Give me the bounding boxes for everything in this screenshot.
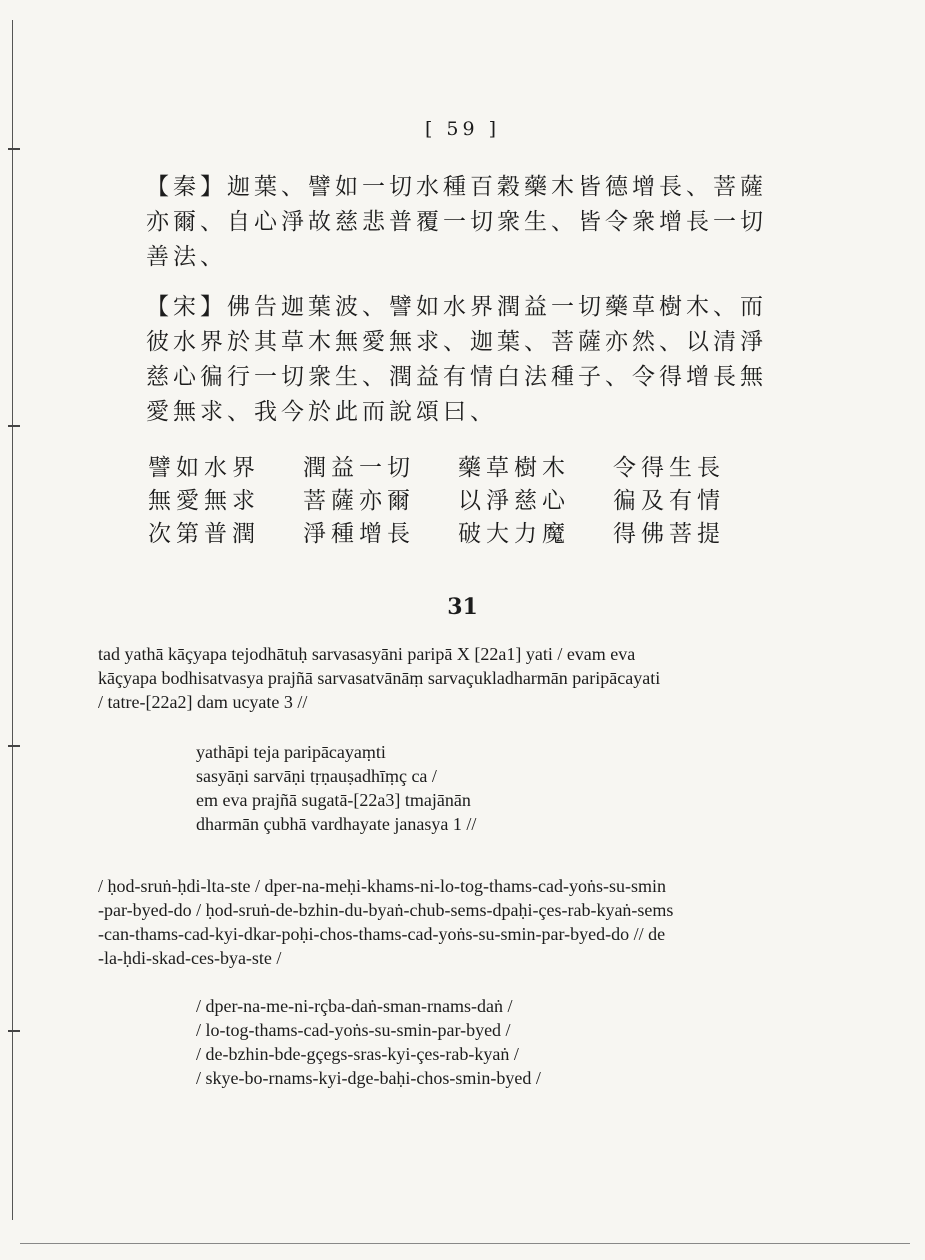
chinese-verse bbox=[148, 452, 768, 551]
verse-row bbox=[148, 518, 768, 551]
verse-row bbox=[148, 452, 768, 485]
sanskrit-verse bbox=[196, 740, 476, 836]
margin-tick bbox=[8, 148, 20, 150]
tibetan-verse-line: / lo-tog-thams-cad-yoṅs-su-smin-par-byed / bbox=[196, 1020, 511, 1040]
tibetan-verse-line: / de-bzhin-bde-gçegs-sras-kyi-çes-rab-kyaṅ / bbox=[196, 1044, 519, 1064]
verse-line: 潤益一切 bbox=[303, 455, 415, 481]
verse-line: 次第普潤 bbox=[148, 521, 260, 547]
sanskrit-verse-line: dharmān çubhā vardhayate janasya 1 // bbox=[196, 814, 477, 834]
verse-line: 無愛無求 bbox=[148, 488, 260, 514]
sanskrit-prose-line: kāçyapa bodhisatvasya prajñā sarvasatvānāṃ sarvaçukladharmān paripācayati bbox=[98, 668, 661, 688]
tibetan-prose-line: / ḥod-sruṅ-ḥdi-lta-ste / dper-na-meḥi-khams-ni-lo-tog-thams-cad-yoṅs-su-smin bbox=[98, 876, 666, 896]
bottom-edge-rule bbox=[20, 1243, 910, 1244]
verse-row bbox=[148, 485, 768, 518]
tibetan-prose bbox=[98, 874, 768, 970]
verse-line: 淨種增長 bbox=[303, 521, 415, 547]
verse-line: 藥草樹木 bbox=[458, 455, 570, 481]
binding-edge-line bbox=[12, 20, 13, 1220]
tibetan-prose-line: -par-byed-do / ḥod-sruṅ-de-bzhin-du-byaṅ-chub-sems-dpaḥi-çes-rab-kyaṅ-sems bbox=[98, 900, 674, 920]
tibetan-verse bbox=[196, 994, 541, 1090]
qin-paragraph-block bbox=[110, 170, 770, 275]
verse-line: 菩薩亦爾 bbox=[303, 488, 415, 514]
tibetan-verse-line: / skye-bo-rnams-kyi-dge-baḥi-chos-smin-byed / bbox=[196, 1068, 541, 1088]
tibetan-prose-line: -la-ḥdi-skad-ces-bya-ste / bbox=[98, 948, 282, 968]
page-number: [ 59 ] bbox=[424, 118, 501, 140]
sanskrit-prose bbox=[98, 642, 768, 714]
sanskrit-verse-line: em eva prajñā sugatā-[22a3] tmajānān bbox=[196, 790, 471, 810]
song-paragraph: 【宋】佛告迦葉波、譬如水界潤益一切藥草樹木、而彼水界於其草木無愛無求、迦葉、菩薩亦然、以清淨慈心徧行一切衆生、潤益有情白法種子、令得增長無愛無求、我今於此而說頌曰、 bbox=[146, 294, 767, 425]
verse-line: 得佛菩提 bbox=[613, 521, 725, 547]
sanskrit-prose-line: tad yathā kāçyapa tejodhātuḥ sarvasasyāni paripā X [22a1] yati / evam eva bbox=[98, 644, 636, 664]
qin-paragraph: 【秦】迦葉、譬如一切水種百穀藥木皆德增長、菩薩亦爾、自心淨故慈悲普覆一切衆生、皆令衆增長一切善法、 bbox=[146, 174, 767, 270]
sanskrit-verse-line: yathāpi teja paripācayaṃti bbox=[196, 742, 386, 762]
song-paragraph-block bbox=[110, 290, 770, 430]
verse-line: 以淨慈心 bbox=[458, 488, 570, 514]
tibetan-prose-line: -can-thams-cad-kyi-dkar-poḥi-chos-thams-cad-yoṅs-su-smin-par-byed-do // de bbox=[98, 924, 666, 944]
tibetan-verse-line: / dper-na-me-ni-rçba-daṅ-sman-rnams-daṅ / bbox=[196, 996, 513, 1016]
verse-line: 破大力魔 bbox=[458, 521, 570, 547]
margin-tick bbox=[8, 425, 20, 427]
section-number: 31 bbox=[447, 594, 478, 620]
verse-line: 譬如水界 bbox=[148, 455, 260, 481]
sanskrit-prose-line: / tatre-[22a2] dam ucyate 3 // bbox=[98, 692, 308, 712]
verse-line: 徧及有情 bbox=[613, 488, 725, 514]
verse-line: 令得生長 bbox=[613, 455, 725, 481]
margin-tick bbox=[8, 745, 20, 747]
margin-tick bbox=[8, 1030, 20, 1032]
sanskrit-verse-line: sasyāṇi sarvāṇi tṛṇauṣadhīṃç ca / bbox=[196, 766, 437, 786]
